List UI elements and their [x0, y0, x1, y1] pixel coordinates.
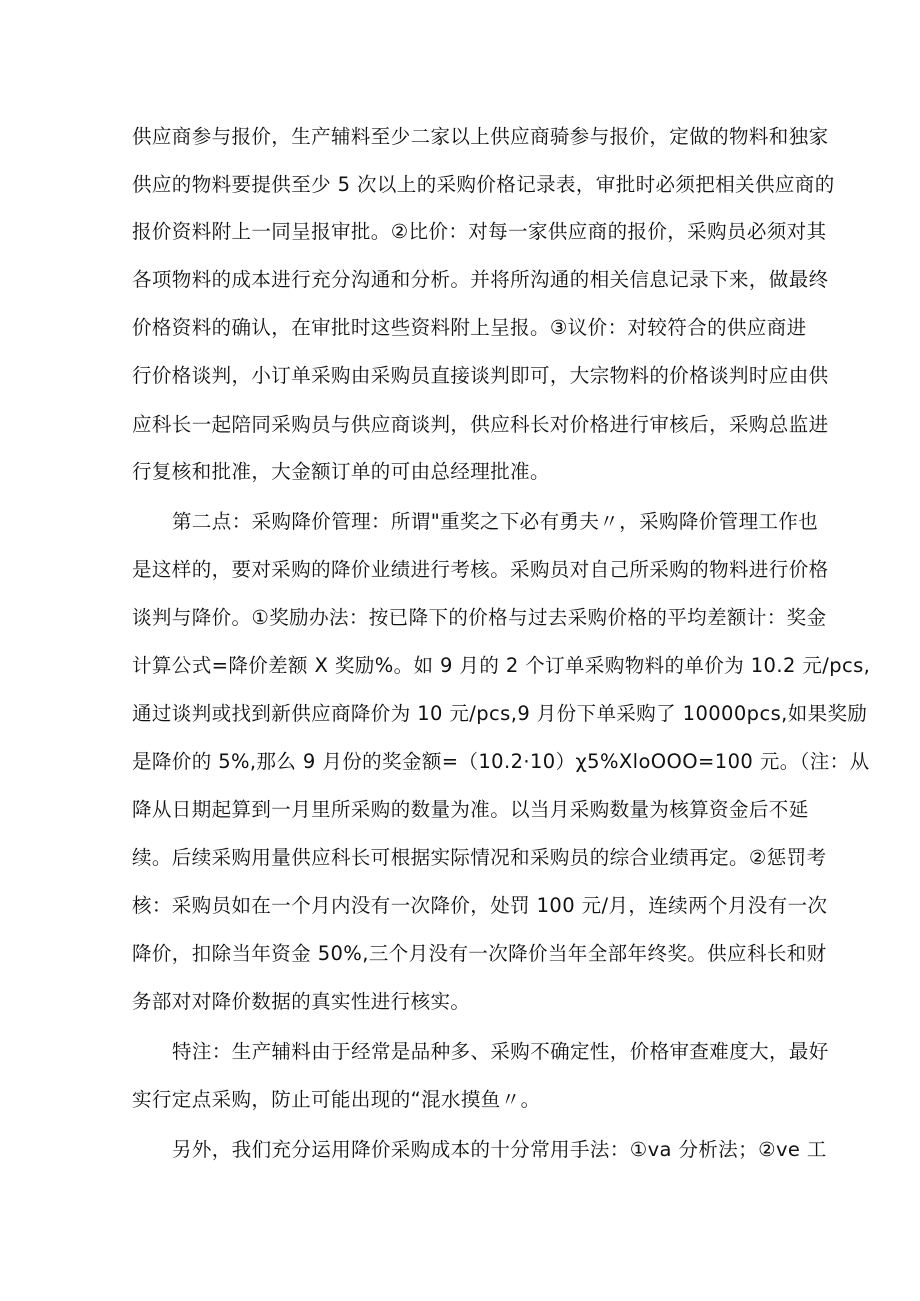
paragraph-1-line-3: 报价资料附上一同呈报审批。②比价：对每一家供应商的报价，采购员必须对其 [132, 220, 827, 243]
paragraph-2-line-3: 谈判与降价。①奖励办法：按已降下的价格与过去采购价格的平均差额计：奖金 [132, 606, 827, 629]
paragraph-2-line-5: 通过谈判或找到新供应商降价为 10 元/pcs,9 月份下单采购了 10000pcs,如果奖励 [132, 702, 868, 725]
paragraph-2-line-6: 是降价的 5%,那么 9 月份的奖金额=（10.2·10）χ5%XloOOO=100 元。（注：从 [132, 750, 870, 773]
paragraph-2-line-10: 降价，扣除当年资金 50%,三个月没有一次降价当年全部年终奖。供应科长和财 [132, 942, 827, 965]
paragraph-1-line-4: 各项物料的成本进行充分沟通和分析。并将所沟通的相关信息记录下来，做最终 [132, 268, 829, 291]
paragraph-2-line-1: 第二点：采购降价管理：所谓"重奖之下必有勇夫〃，采购降价管理工作也 [172, 510, 819, 533]
paragraph-2-line-9: 核：采购员如在一个月内没有一次降价，处罚 100 元/月，连续两个月没有一次 [132, 894, 828, 917]
paragraph-1-line-1: 供应商参与报价，生产辅料至少二家以上供应商骑参与报价，定做的物料和独家 [132, 125, 829, 148]
paragraph-1-line-8: 行复核和批准，大金额订单的可由总经理批准。 [132, 460, 550, 483]
paragraph-1-line-5: 价格资料的确认，在审批时这些资料附上呈报。③议价：对较符合的供应商进 [132, 316, 807, 339]
paragraph-3-line-2: 实行定点采购，防止可能出现的“混水摸鱼〃。 [132, 1088, 541, 1111]
paragraph-1-line-6: 行价格谈判，小订单采购由采购员直接谈判即可，大宗物料的价格谈判时应由供 [132, 364, 829, 387]
paragraph-2-line-2: 是这样的，要对采购的降价业绩进行考核。采购员对自己所采购的物料进行价格 [132, 558, 829, 581]
paragraph-1-line-2: 供应的物料要提供至少 5 次以上的采购价格记录表，审批时必须把相关供应商的 [132, 173, 835, 196]
paragraph-2-line-11: 务部对对降价数据的真实性进行核实。 [132, 990, 471, 1013]
paragraph-4-line-1: 另外，我们充分运用降价采购成本的十分常用手法：①va 分析法；②ve 工 [172, 1138, 827, 1161]
paragraph-2-line-4: 计算公式=降价差额 X 奖励%。如 9 月的 2 个订单采购物料的单价为 10.2 元/pcs, [132, 654, 871, 677]
paragraph-1-line-7: 应科长一起陪同采购员与供应商谈判，供应科长对价格进行审核后，采购总监进 [132, 413, 829, 436]
paragraph-3-line-1: 特注：生产辅料由于经常是品种多、采购不确定性，价格审查难度大，最好 [172, 1040, 829, 1063]
paragraph-2-line-7: 降从日期起算到一月里所采购的数量为准。以当月采购数量为核算资金后不延 [132, 798, 809, 821]
paragraph-2-line-8: 续。后续采购用量供应科长可根据实际情况和采购员的综合业绩再定。②惩罚考 [132, 846, 827, 869]
